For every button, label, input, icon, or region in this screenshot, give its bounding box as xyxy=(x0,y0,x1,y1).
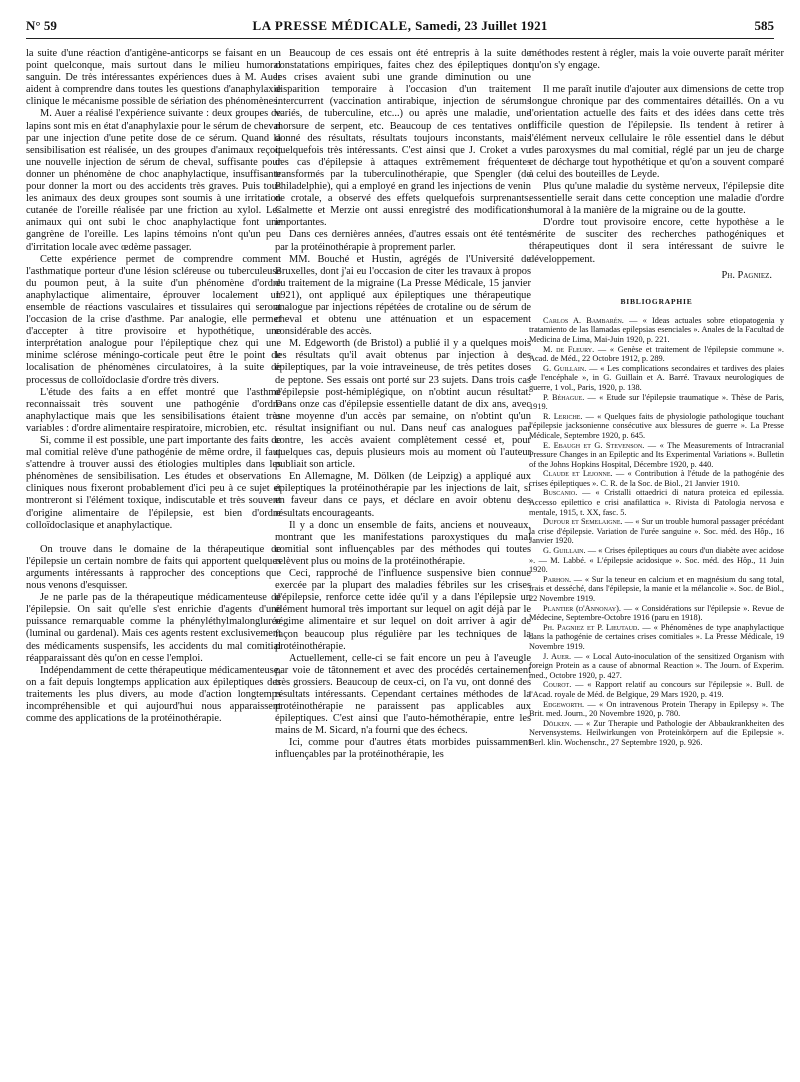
reference-author: Claude et Lejonne. xyxy=(543,469,613,479)
paragraph: Ceci, rapproché de l'influence suspensive bien connue exercée par la plupart des maladies fébriles sur les crises d'épilepsie, renforce cette idée qu'il y a dans l'épilepsie un élément humoral très important sur lequel on agit déjà par le régime alimentaire et sur lequel on doit arriver à agir de façon beaucoup plus régulière par les techniques de la protéinothérapie. xyxy=(275,568,531,652)
reference-text: — « Genèse et traitement de l'épilepsie commune ». Acad. de Méd., 22 Octobre 1912, p. 289. xyxy=(529,344,784,364)
reference-text: — « Ideas actuales sobre etiopatogenia y tratamiento de las llamadas epilepsias esenciales ». Anales de la Facultad de Medicina de Lima, Mai-Juin 1920, p. 221. xyxy=(529,315,784,344)
reference-author: Ph. Pagniez et P. Lieutaud. xyxy=(543,622,640,632)
reference-author: E. Ebaugh et G. Stevenson. xyxy=(543,440,645,450)
reference-author: Carlos A. Bambarén. xyxy=(543,315,624,325)
bibliography-entry xyxy=(529,316,784,345)
bibliography-entry xyxy=(529,469,784,488)
bibliography-entry xyxy=(529,719,784,748)
reference-text: — « Sur la teneur en calcium et en magnésium du sang total, frais et desséché, dans l'épilepsie, la manie et la mélancolie ». Soc. de Biol., 22 Novembre 1919. xyxy=(529,574,784,603)
reference-author: Dölken. xyxy=(543,718,572,728)
paragraph: M. Edgeworth (de Bristol) a publié il y a quelques mois les résultats qu'il avait obtenus par injection à des épileptiques, par la voie intraveineuse, de très petites doses de peptone. Ses essais ont porté sur 23 sujets. Dans trois cas d'épilepsie post-hémiplégique, on n'obtint aucun résultat. Dans onze cas d'épilepsie essentielle datant de dix ans, avec une moyenne d'un accès par semaine, on n'obtint qu'un résultat insignifiant ou nul. Dans neuf cas analogues par contre, les accès avaient complètement cessé et, pour quelques cas, depuis plusieurs mois au moment où l'auteur publiait son article. xyxy=(275,338,531,471)
issue-number: N° 59 xyxy=(26,18,57,33)
reference-text: — « Phénomènes de type anaphylactique dans la pathogénie de certaines crises comitiales ». La Presse Médicale, 19 Novembre 1919. xyxy=(529,622,784,651)
bibliography-entry xyxy=(529,393,784,412)
paragraph: MM. Bouché et Hustin, agrégés de l'Université de Bruxelles, dont j'ai eu l'occasion de citer les travaux à propos du traitement de la migraine (La Presse Médicale, 15 janvier 1921), ont appliqué aux épileptiques une thérapeutique analogue par injections répétées de crotaline ou de sérum de cheval et obtenu une atténuation et un espacement considérable des accès. xyxy=(275,253,531,338)
bibliography-entry xyxy=(529,364,784,393)
paragraph: Beaucoup de ces essais ont été entrepris à la suite de constatations empiriques, faites chez des épileptiques dont les crises avaient subi une grande diminution ou une disparition temporaire à l'occasion d'un traitement intercurrent (vaccination antirabique, injection de sérums variés, de tuberculine, etc...) ou après une maladie, une morsure de serpent, etc. Beaucoup de ces tentatives ont donné des résultats, résultats toujours inconstants, mais quelquefois très intéressants. C'est ainsi que J. Croket a vu des cas d'épilepsie à attaques extrêmement fréquentes transformés par la tuberculinothérapie, que Spengler (de Philadelphie), qui a employé en grand les injections de venin de crotale, a observé des effets quelquefois surprenants. Calmette et Merzie ont aussi enregistré des modifications importantes. xyxy=(275,48,531,229)
paragraph: L'étude des faits a en effet montré que l'asthme reconnaissait très souvent une pathogénie d'ordre anaphylactique mais que les sensibilisations étaient très variables : d'ordre alimentaire respiratoire, microbien, etc. xyxy=(26,386,281,434)
reference-text: — « The Measurements of Intracranial Pressure Changes in an Epileptic and Its Experimental Variations ». Bulletin of the Johns Hopkins Hospital, Décembre 1920, p. 440. xyxy=(529,440,785,469)
paragraph: On trouve dans le domaine de la thérapeutique de l'épilepsie un certain nombre de faits qui apportent quelques arguments intéressants à rapprocher des conceptions que nous venons d'esquisser. xyxy=(26,543,281,592)
reference-text: — « Sur un trouble humoral passager précédant la crise d'épilepsie. Variation de l'urée sanguine ». Soc. méd. des Hôp., 16 Janvier 1920. xyxy=(529,517,784,546)
reference-author: Parhon. xyxy=(543,574,572,584)
reference-author: J. Auer. xyxy=(543,651,572,661)
reference-text: — « Considérations sur l'épilepsie ». Revue de Médecine, Septembre-Octobre 1916 (paru en 1918). xyxy=(529,603,785,623)
reference-author: Dufour et Semelaigne. xyxy=(543,517,623,527)
reference-author: M. de Fleury. xyxy=(543,344,595,354)
reference-author: Buscanio. xyxy=(543,488,578,498)
paragraph: Actuellement, celle-ci se fait encore un peu à l'aveugle par voie de tâtonnement et avec des procédés certainement très grossiers. Beaucoup de ceux-ci, on l'a vu, ont donné des résultats intéressants. Cependant certaines méthodes de la protéinothérapie ne paraissent pas applicables aux épileptiques. C'est ainsi que l'auto-hémothérapie, entre les mains de M. Sicard, n'a fourni que des échecs. xyxy=(275,652,531,737)
reference-text: — « Contribution à l'étude de la pathogénie des crises épileptiques ». C. R. de la Soc. de Biol., 21 Janvier 1910. xyxy=(529,469,784,488)
bibliography-entry xyxy=(529,441,784,470)
reference-text: — « Local Auto-inoculation of the sensitized Organism with foreign Protein as a cause of abnormal Reaction ». The Journ. of Experim. med., Octobre 1920, p. 427. xyxy=(529,651,784,680)
bibliography-heading: BIBLIOGRAPHIE xyxy=(620,296,693,306)
paragraph: Ici, comme pour d'autres états morbides puissamment influençables par la protéinothérapie, les xyxy=(275,737,531,761)
paragraph: M. Auer a réalisé l'expérience suivante : deux groupes de lapins sont mis en état d'anaphylaxie pour le sérum de cheval par une injection d'une petite dose de ce sérum. Quand la sensibilisation est réalisée, un des groupes d'animaux reçoit une nouvelle injection de sérum de cheval, suffisante pour donner un phénomène de choc anaphylactique, insuffisante pour donner la mort ou des accidents très graves. Puis tous les animaux des deux groupes sont soumis à une irritation cutanée de l'oreille réalisée par une friction au xylol. Les animaux qui ont subi le choc anaphylactique font une gangrène de l'oreille. Les lapins témoins n'ont qu'un peu d'irritation locale avec œdème passager. xyxy=(26,108,281,253)
author-signature: Ph. Pagniez. xyxy=(721,269,772,281)
reference-text: — « Etude sur l'épilepsie traumatique ». Thèse de Paris, 1919. xyxy=(529,392,784,412)
paragraph: Il me paraît inutile d'ajouter aux dimensions de cette trop longue chronique par des commentaires détaillés. On a vu l'orientation actuelle des faits et des idées dans cette très difficile question de l'épilepsie. Ils tendent à retirer à l'élément nerveux cellulaire le rôle essentiel dans le début des paroxysmes du mal comitial, réglé par un jeu de charge et de décharge tout hypothétique et qu'on a souvent comparé à celui des bouteilles de Leyde. xyxy=(529,84,784,180)
reference-author: Courot. xyxy=(543,680,572,690)
bibliography-entry xyxy=(529,680,784,699)
reference-author: P. Béhague. xyxy=(543,392,585,402)
paragraph: Dans ces dernières années, d'autres essais ont été tentés par la protéinothérapie à proprement parler. xyxy=(275,229,531,253)
reference-text: — « Rapport relatif au concours sur l'épilepsie ». Bull. de l'Acad. royale de Méd. de Belgique, 29 Mars 1920, p. 419. xyxy=(529,680,784,699)
paragraph: méthodes restent à régler, mais la voie ouverte paraît mériter qu'on s'y engage. xyxy=(529,48,784,72)
reference-author: G. Guillain. xyxy=(543,363,587,373)
paragraph: la suite d'une réaction d'antigène-anticorps se faisant en un point quelconque, mais surtout dans le milieu humoral sanguin. De très intéressantes expériences dues à M. Auer aident à comprendre dans toutes les questions d'anaphylaxie clinique le mécanisme possible de sériation des phénomènes. xyxy=(26,48,281,108)
column-right xyxy=(529,48,784,748)
reference-author: G. Guillain. xyxy=(543,546,586,556)
bibliography-entry xyxy=(529,700,784,719)
bibliography-entry xyxy=(529,412,784,441)
bibliography-list xyxy=(529,316,784,748)
bibliography-entry xyxy=(529,575,784,604)
bibliography-entry xyxy=(529,652,784,681)
journal-name: LA PRESSE MÉDICALE, xyxy=(252,18,412,33)
paragraph: Si, comme il est possible, une part importante des faits de mal comitial relève d'une pathogénie de même ordre, il faut s'attendre à trouver aussi des étiologies multiples dans les phénomènes de sensibilisation. Les études et observations cliniques nous fixeront probablement d'ici peu à ce sujet et montreront si l'élément toxique, indiscutable et très souvent d'origine alimentaire de l'épilepsie, est bien d'ordre colloïdoclasique et anaphylactique. xyxy=(26,435,281,531)
page-header xyxy=(26,16,774,39)
paragraph: D'ordre tout provisoire encore, cette hypothèse a le mérite de susciter des recherches pathogéniques et thérapeutiques dont il sera intéressant de suivre le développement. xyxy=(529,217,784,265)
reference-text: — « Quelques faits de physiologie pathologique touchant l'épilepsie jacksonienne consécutive aux blessures de guerre ». La Presse Médicale, Septembre 1920, p. 645. xyxy=(529,411,784,440)
running-title xyxy=(26,18,774,34)
reference-text: — « Crises épileptiques au cours d'un diabète avec acidose ». — M. Labbé. « L'épilepsie acidosique ». Soc. méd. des Hôp., 11 Juin 1920. xyxy=(529,546,784,575)
bibliography-entry xyxy=(529,488,784,517)
bibliography-entry xyxy=(529,517,784,546)
reference-text: — « On intravenous Protein Therapy in Epilepsy ». The Brit. med. Journ., 20 Novembre 1920, p. 780. xyxy=(529,699,784,719)
reference-text: — « Zur Therapie und Pathologie der Abbaukrankheiten des Nervensystems. Heilwirkungen von Proteinkörpern auf die Epilepsie ». Berl. klin. Wochenschr., 27 Septembre 1920, p. 926. xyxy=(529,718,784,747)
reference-author: R. Leriche. xyxy=(543,411,583,421)
paragraph: En Allemagne, M. Dölken (de Leipzig) a appliqué aux épileptiques la protéinothérapie par les injections de lait, si en faveur dans ce pays, et déclare en avoir obtenu des résultats encourageants. xyxy=(275,471,531,519)
paragraph: Plus qu'une maladie du système nerveux, l'épilepsie dite essentielle serait dans cette conception une maladie d'ordre humoral à la manière de la migraine ou de la goutte. xyxy=(529,180,784,217)
reference-author: Edgeworth. xyxy=(543,699,585,709)
reference-author: Plantier (d'Annonay). xyxy=(543,603,621,613)
bibliography-entry xyxy=(529,345,784,364)
paragraph: Indépendamment de cette thérapeutique médicamenteuse, on a fait depuis longtemps application aux épileptiques des traitements les plus divers, au mode d'action longtemps incompréhensible et qui aujourd'hui nous apparaissent comme des applications de la protéinothérapie. xyxy=(26,664,281,725)
paragraph: Cette expérience permet de comprendre comment l'asthmatique porteur d'une lésion scléreuse ou tuberculeuse du poumon peut, à la suite d'un phénomène d'ordre anaphylactique alimentaire, éprouver localement un ensemble de réactions vasculaires et tissulaires qui seront l'occasion de la crise d'asthme. Par analogie, elle permet d'accepter à titre provisoire et hypothétique, une interprétation analogue pour l'épileptique chez qui une minime sclérose méningo-corticale peut être le point de localisation de phénomènes circulatoires, à la suite de processus de colloïdoclasie d'ordre très divers. xyxy=(26,253,281,386)
bibliography-entry xyxy=(529,604,784,623)
section-gap xyxy=(529,72,784,84)
column-middle xyxy=(275,48,531,762)
bibliography-entry xyxy=(529,623,784,652)
reference-text: — « Les complications secondaires et tardives des plaies de l'encéphale », in G. Guillain et A. Barré. Travaux neurologiques de guerre, 1 vol., Paris, 1920, p. 138. xyxy=(529,363,784,392)
section-gap xyxy=(26,532,281,544)
issue-date: Samedi, 23 Juillet 1921 xyxy=(415,18,548,33)
bibliography-entry xyxy=(529,546,784,575)
reference-text: — « Cristalli ottaedrici di natura proteica ed epilessia. Accesso epilettico e crisi anafilattica ». Rivista di Patologia nervosa e mentale, 1915, t. XX, fasc. 5. xyxy=(529,488,784,517)
page-number: 585 xyxy=(754,18,774,33)
paragraph: Il y a donc un ensemble de faits, anciens et nouveaux, montrant que les manifestations paroxystiques du mal comitial sont influençables par des méthodes qui toutes relèvent plus ou moins de la protéinothérapie. xyxy=(275,519,531,567)
paragraph: Je ne parle pas de la thérapeutique médicamenteuse de l'épilepsie. On sait qu'elle s'est enrichie d'agents d'une puissance remarquable comme la phényléthylmalonglurée (luminal ou gardenal). Mais ces agents restent exclusivement des médicaments suspensifs, les accidents du mal comitial réapparaissant dès qu'on en cesse l'emploi. xyxy=(26,592,281,664)
column-left xyxy=(26,48,281,725)
